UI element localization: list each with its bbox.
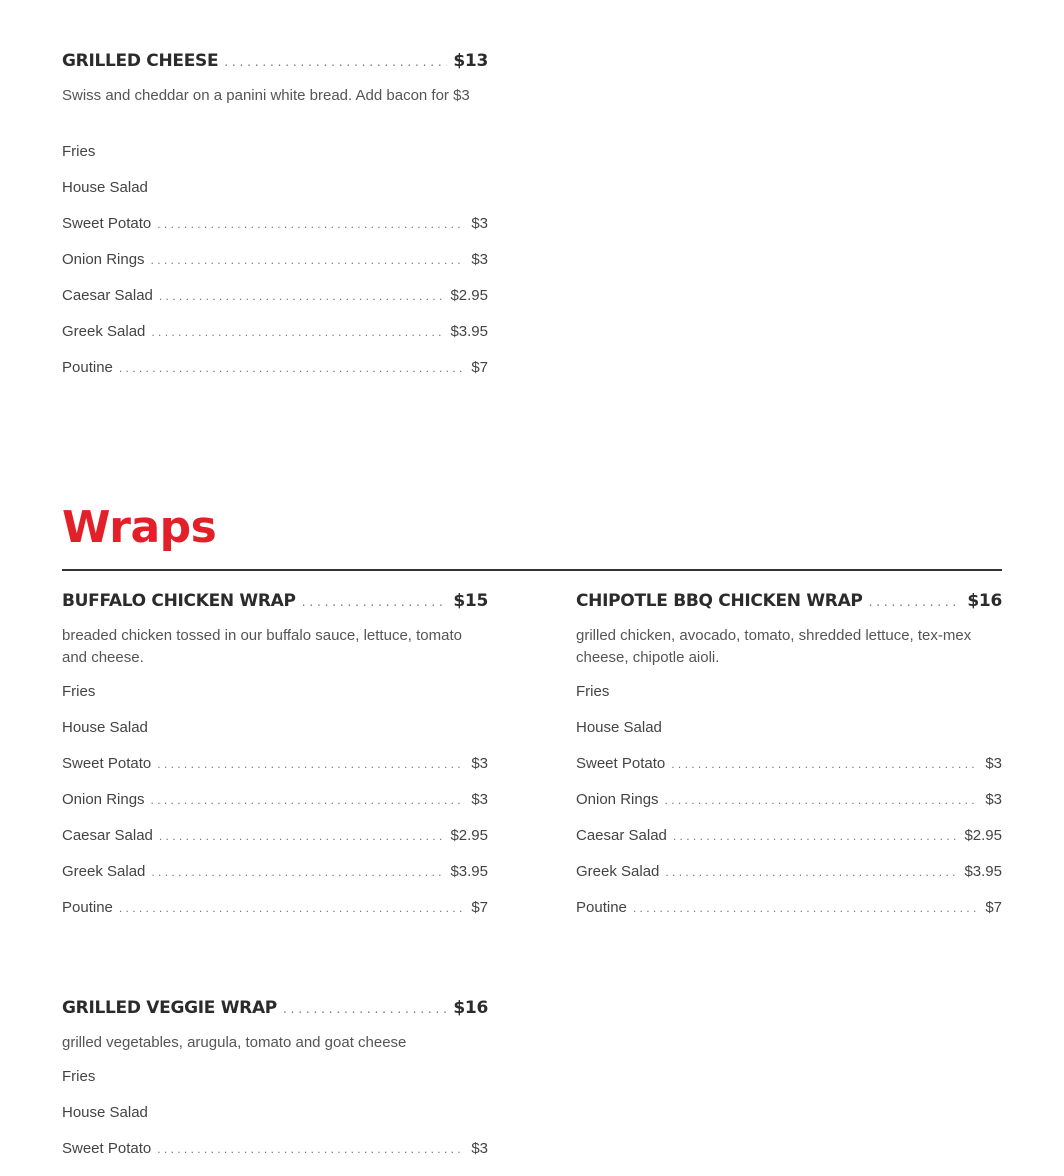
- side-option: [62, 323, 488, 359]
- menu-item-description: breaded chicken tossed in our buffalo sauce, lettuce, tomato and cheese.: [62, 627, 462, 666]
- side-price: $3: [471, 791, 488, 808]
- side-price: $2.95: [450, 827, 488, 844]
- dot-leader: [224, 51, 447, 71]
- side-name: Fries: [576, 683, 610, 700]
- dot-leader: [673, 827, 959, 844]
- side-price: $3: [471, 755, 488, 772]
- section-divider: [62, 569, 1002, 571]
- menu-item-name: GRILLED CHEESE: [62, 51, 219, 71]
- menu-item-name: GRILLED VEGGIE WRAP: [62, 998, 277, 1018]
- side-option: [576, 791, 1002, 827]
- dot-leader: [157, 215, 465, 232]
- side-option: [62, 215, 488, 251]
- side-name: Onion Rings: [62, 251, 145, 268]
- side-option: [576, 755, 1002, 791]
- side-option: [576, 863, 1002, 899]
- menu-item-price: $13: [453, 51, 488, 71]
- side-name: Poutine: [576, 899, 627, 916]
- dot-leader: [119, 899, 465, 916]
- side-name: Greek Salad: [62, 863, 146, 880]
- side-price: $3.95: [964, 863, 1002, 880]
- dot-leader: [302, 591, 448, 611]
- side-option: [62, 791, 488, 827]
- side-option: [576, 719, 1002, 755]
- side-name: Greek Salad: [576, 863, 660, 880]
- menu-item-price: $16: [967, 591, 1002, 611]
- side-options-list: [62, 1068, 488, 1176]
- side-option: [62, 719, 488, 755]
- side-price: $3: [985, 755, 1002, 772]
- menu-item-description: Swiss and cheddar on a panini white bread. Add bacon for $3: [62, 87, 470, 104]
- dot-leader: [151, 323, 444, 340]
- side-price: $2.95: [964, 827, 1002, 844]
- dot-leader: [159, 827, 445, 844]
- side-name: Onion Rings: [576, 791, 659, 808]
- side-name: Poutine: [62, 359, 113, 376]
- menu-item-grilled-veggie-wrap: [62, 998, 488, 1176]
- side-name: Caesar Salad: [62, 827, 153, 844]
- side-name: Sweet Potato: [62, 755, 152, 772]
- side-option: [62, 683, 488, 719]
- side-name: Poutine: [62, 899, 113, 916]
- side-option: [62, 359, 488, 395]
- side-price: $7: [471, 899, 488, 916]
- side-name: Greek Salad: [62, 323, 146, 340]
- dot-leader: [151, 791, 466, 808]
- menu-item-buffalo-chicken-wrap: [62, 591, 488, 935]
- menu-item-price: $15: [453, 591, 488, 611]
- side-option: [62, 179, 488, 215]
- dot-leader: [157, 755, 465, 772]
- menu-item-name: BUFFALO CHICKEN WRAP: [62, 591, 296, 611]
- dot-leader: [283, 998, 447, 1018]
- side-option: [62, 1104, 488, 1140]
- side-name: House Salad: [62, 1104, 148, 1121]
- side-name: Fries: [62, 143, 96, 160]
- dot-leader: [671, 755, 979, 772]
- menu-item-description: grilled vegetables, arugula, tomato and goat cheese: [62, 1034, 407, 1051]
- dot-leader: [665, 863, 958, 880]
- side-options-list: [576, 683, 1002, 935]
- side-price: $7: [471, 359, 488, 376]
- side-price: $3.95: [450, 863, 488, 880]
- side-option: [576, 899, 1002, 935]
- side-name: House Salad: [62, 179, 148, 196]
- side-option: [62, 1140, 488, 1176]
- dot-leader: [665, 791, 980, 808]
- side-price: $3: [985, 791, 1002, 808]
- dot-leader: [151, 251, 466, 268]
- side-price: $3.95: [450, 323, 488, 340]
- side-options-list: [62, 683, 488, 935]
- side-option: [62, 755, 488, 791]
- menu-item-chipotle-bbq-chicken-wrap: [576, 591, 1002, 935]
- menu-item-name: CHIPOTLE BBQ CHICKEN WRAP: [576, 591, 863, 611]
- side-price: $3: [471, 215, 488, 232]
- side-name: Onion Rings: [62, 791, 145, 808]
- section-title-wraps: Wraps: [62, 502, 217, 553]
- dot-leader: [869, 591, 962, 611]
- side-options-list: [62, 143, 488, 395]
- dot-leader: [633, 899, 979, 916]
- dot-leader: [119, 359, 465, 376]
- side-name: Caesar Salad: [576, 827, 667, 844]
- side-option: [62, 251, 488, 287]
- side-price: $3: [471, 1140, 488, 1157]
- menu-item-price: $16: [453, 998, 488, 1018]
- menu-item-header: [62, 51, 488, 81]
- menu-item-grilled-cheese: [62, 51, 488, 395]
- side-name: Fries: [62, 683, 96, 700]
- side-name: House Salad: [576, 719, 662, 736]
- side-option: [62, 899, 488, 935]
- side-price: $3: [471, 251, 488, 268]
- side-option: [62, 1068, 488, 1104]
- menu-item-description: grilled chicken, avocado, tomato, shredded lettuce, tex-mex cheese, chipotle aioli.: [576, 627, 972, 666]
- side-option: [62, 287, 488, 323]
- side-option: [62, 827, 488, 863]
- side-name: House Salad: [62, 719, 148, 736]
- menu-item-header: [576, 591, 1002, 621]
- dot-leader: [159, 287, 445, 304]
- side-option: [62, 863, 488, 899]
- dot-leader: [151, 863, 444, 880]
- side-option: [576, 683, 1002, 719]
- side-name: Fries: [62, 1068, 96, 1085]
- side-name: Sweet Potato: [62, 1140, 152, 1157]
- side-option: [62, 143, 488, 179]
- dot-leader: [157, 1140, 465, 1157]
- side-price: $2.95: [450, 287, 488, 304]
- side-name: Caesar Salad: [62, 287, 153, 304]
- menu-item-header: [62, 998, 488, 1028]
- side-name: Sweet Potato: [62, 215, 152, 232]
- menu-item-header: [62, 591, 488, 621]
- side-name: Sweet Potato: [576, 755, 666, 772]
- side-price: $7: [985, 899, 1002, 916]
- side-option: [576, 827, 1002, 863]
